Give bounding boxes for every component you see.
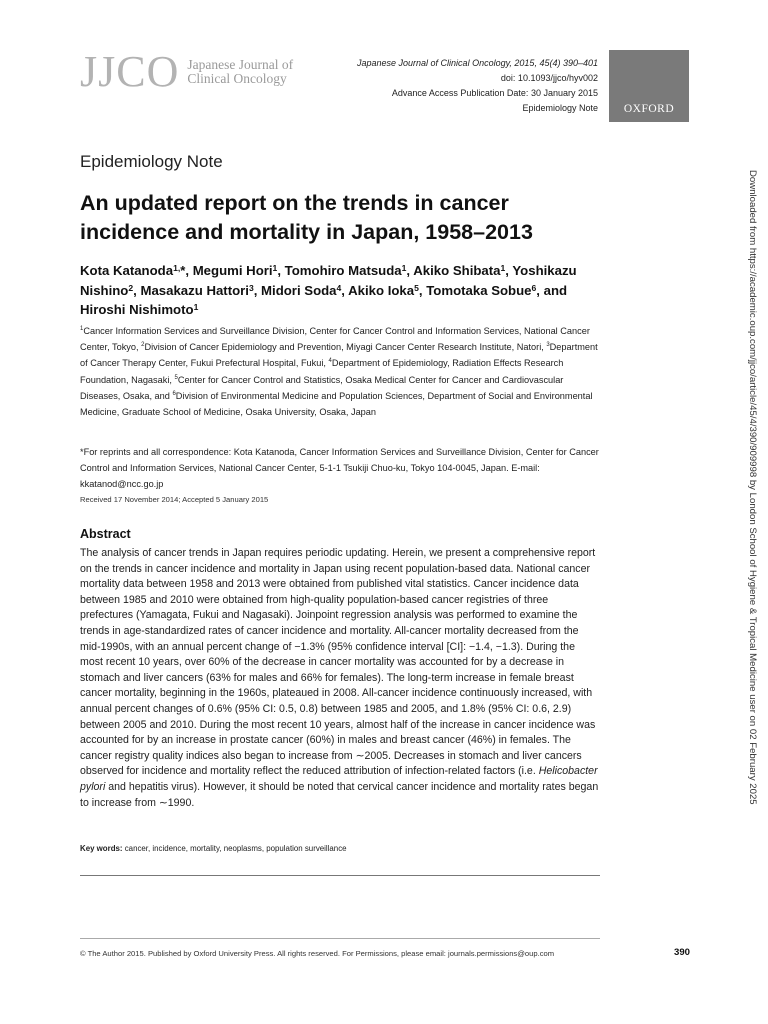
- abstract-text-part2: and hepatitis virus). However, it should be noted that cervical cancer incidence and mortality rates began to increase from ∼1990.: [80, 780, 599, 809]
- affiliation-text: Center for Cancer Control and Statistics, Osaka Medical Center for Cancer and Cardiovascular Diseases, Osaka, and: [80, 374, 564, 401]
- author-separator: *,: [180, 263, 193, 278]
- author-affiliation-mark: 1,: [173, 263, 181, 273]
- received-dates: Received 17 November 2014; Accepted 5 January 2015: [80, 495, 269, 504]
- journal-info: [357, 56, 598, 116]
- affiliations: [80, 323, 600, 420]
- affiliation-number: 6: [172, 390, 176, 397]
- author-affiliation-mark: 2: [128, 282, 134, 293]
- publisher-logo: [609, 50, 689, 122]
- affiliation-number: 4: [328, 358, 332, 365]
- author-separator: , and: [536, 282, 568, 298]
- author: [140, 283, 261, 298]
- footer-divider: [80, 938, 600, 939]
- abstract-text-part1: The analysis of cancer trends in Japan requires periodic updating. Herein, we present a comprehensive report on the trends in cancer incidence and mortality in Japan using recent population-based data. National cancer mortality data between 1958 and 2013 were obtained from published vital statistics. Cancer incidence data between 1985 and 2010 were obtained from high-quality population-based cancer registries of three prefectures (Yamagata, Fukui and Nagasaki). Joinpoint regression analysis was performed to examine the trends in age-standardized rates of cancer incidence and mortality. All-cancer mortality decreased from the mid-1990s, with an annual percent change of −1.3% (95% confidence interval [CI]: −1.4, −1.3). During the most recent 10 years, over 60% of the decrease in cancer mortality was accounted for by a decrease in stomach and liver cancers (63% for males and 66% for females). The long-term increase in female breast cancer mortality, beginning in the 1960s, plateaued in 2008. All-cancer incidence continuously increased, with annual percent changes of 0.6% (95% CI: 0.5, 0.8) between 1985 and 2005, and 1.8% (95% CI: 0.6, 2.9) between 2005 and 2010. During the most recent 10 years, almost half of the increase in cancer incidence was accounted for by an increase in prostate cancer (60%) in males and breast cancer (46%) in females. The cancer registry quality indices also began to increase from ∼2005. Decreases in stomach and liver cancers observed for incidence and mortality reflect the reduced attribution of infection-related factors (i.e.: [80, 547, 596, 778]
- author: [413, 263, 512, 278]
- author-name: Hiroshi Nishimoto: [80, 302, 194, 317]
- abstract-italic-term: Helicobacter pylori: [80, 765, 598, 793]
- keywords: [80, 844, 347, 853]
- author-name: Akiko Ioka: [348, 282, 415, 298]
- article-title: An updated report on the trends in cancer incidence and mortality in Japan, 1958–2013: [80, 191, 533, 244]
- author-separator: ,: [133, 282, 141, 298]
- author: [261, 283, 348, 298]
- author-name: Yoshikazu Nishino: [80, 263, 577, 298]
- author-affiliation-mark: 6: [531, 282, 537, 293]
- affiliation-number: 1: [80, 326, 84, 332]
- affiliation-text: Department of Epidemiology, Radiation Effects Research Foundation, Nagasaki,: [80, 358, 564, 385]
- affiliation-text: Division of Cancer Epidemiology and Prevention, Miyagi Cancer Center Research Institute, Natori,: [144, 342, 547, 353]
- publisher-name: OXFORD: [623, 103, 675, 115]
- divider: [80, 875, 600, 876]
- affiliation-text: Cancer Information Services and Surveillance Division, Center for Cancer Control and Information Services, National Cancer Center, Tokyo,: [80, 326, 590, 353]
- author-name: Akiko Shibata: [413, 263, 501, 278]
- abstract-heading: Abstract: [80, 527, 131, 541]
- author: [285, 263, 414, 278]
- author-name: Kota Katanoda: [80, 263, 174, 278]
- author-separator: ,: [341, 282, 349, 298]
- journal-logo-mark: JJCO: [80, 47, 180, 96]
- keywords-label: Key words:: [80, 844, 123, 853]
- author-name: Masakazu Hattori: [140, 282, 249, 298]
- author: [426, 283, 567, 298]
- author: [193, 263, 285, 278]
- copyright-notice: © The Author 2015. Published by Oxford University Press. All rights reserved. For Permissions, please email: journals.permissions@oup.com: [80, 949, 555, 958]
- journal-logo-name: [187, 58, 293, 86]
- affiliation-text: Division of Environmental Medicine and Population Sciences, Department of Social and Environmental Medicine, Graduate School of Medicine, Osaka University, Osaka, Japan: [80, 390, 593, 418]
- author-affiliation-mark: 1: [272, 263, 278, 273]
- author-affiliation-mark: 3: [248, 282, 254, 293]
- keywords-text: cancer, incidence, mortality, neoplasms, population surveillance: [122, 844, 347, 853]
- journal-logo-line2: Clinical Oncology: [187, 71, 287, 86]
- author: [80, 302, 198, 317]
- author-separator: ,: [505, 263, 513, 278]
- author-affiliation-mark: 5: [414, 282, 419, 293]
- author-separator: ,: [277, 263, 285, 278]
- author-affiliation-mark: 4: [336, 282, 342, 293]
- author-affiliation-mark: 1: [401, 263, 407, 273]
- affiliation-number: 2: [141, 342, 145, 349]
- author-separator: ,: [406, 263, 414, 278]
- publication-date: Advance Access Publication Date: 30 January 2015: [391, 88, 598, 98]
- page-number: 390: [673, 947, 690, 958]
- author-name: Tomohiro Matsuda: [284, 263, 402, 278]
- doi[interactable]: doi: 10.1093/jjco/hyv002: [500, 73, 598, 83]
- author-separator: ,: [253, 282, 262, 298]
- affiliation-text: Department of Cancer Therapy Center, Fukui Prefectural Hospital, Fukui,: [80, 342, 598, 369]
- journal-logo: [80, 47, 294, 96]
- affiliation-number: 3: [546, 342, 550, 349]
- citation: Japanese Journal of Clinical Oncology, 2015, 45(4) 390–401: [357, 58, 598, 68]
- author-list: [80, 261, 600, 320]
- author-separator: ,: [418, 282, 427, 298]
- author: [348, 283, 426, 298]
- correspondence: *For reprints and all correspondence: Kota Katanoda, Cancer Information Services and Surveillance Division, Center for Cancer Control and Information Services, National Cancer Center, 5-1-1 Tsukiji Chuo-ku, Tokyo 104-0045, Japan. E-mail: kkatanod@ncc.go.jp: [80, 447, 599, 490]
- author-affiliation-mark: 1: [193, 302, 199, 312]
- author-affiliation-mark: 1: [500, 263, 506, 273]
- author-name: Tomotaka Sobue: [426, 282, 532, 298]
- abstract-body: [80, 546, 600, 811]
- journal-logo-line1: Japanese Journal of: [187, 57, 294, 72]
- section-label: Epidemiology Note: [80, 152, 223, 171]
- author: [80, 263, 193, 278]
- article-type: Epidemiology Note: [522, 103, 598, 113]
- download-stamp: Downloaded from https://academic.oup.com/jjco/article/45/4/390/909998 by London School of Hygiene & Tropical Medicine user on 02 February 2025: [747, 170, 758, 805]
- affiliation-number: 5: [174, 374, 178, 381]
- author-name: Megumi Hori: [192, 263, 273, 278]
- author-name: Midori Soda: [261, 282, 337, 298]
